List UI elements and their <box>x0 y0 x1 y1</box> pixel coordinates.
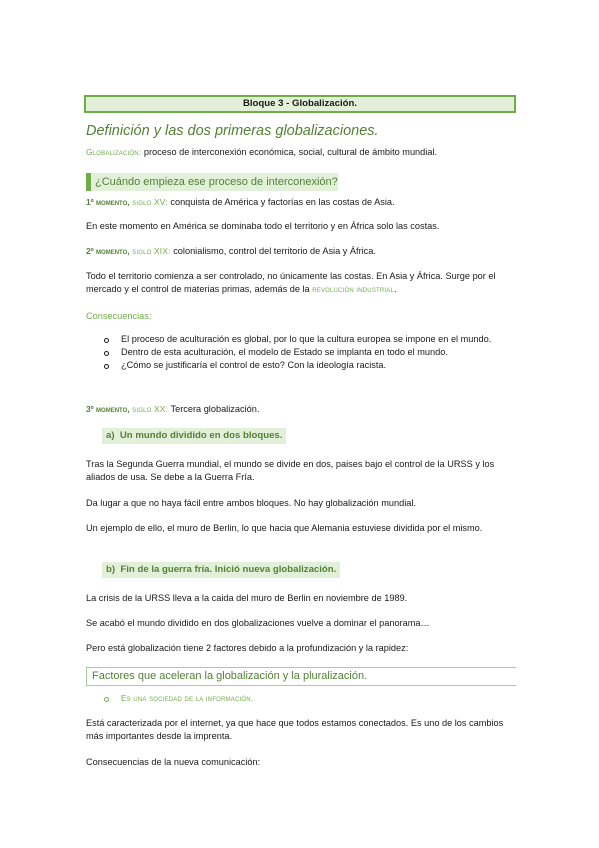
section-heading-when: ¿Cuándo empieza ese proceso de interconexión? <box>86 173 338 191</box>
bullet-icon <box>104 697 109 702</box>
definition-paragraph <box>86 146 516 159</box>
paragraph-communication: Consecuencias de la nueva comunicación: <box>86 757 261 767</box>
industrial-revolution-term: revolución industrial <box>312 285 395 295</box>
section-heading-factors-text: Factores que aceleran la globalización y la pluralización. <box>92 670 368 682</box>
moment-3-century: siglo XX: <box>132 404 169 414</box>
paragraph-territory-text: Todo el territorio comienza a ser controlado, no únicamente las costas. En Asia y África. Surge por el mercado y el control de materias primas, además de la <box>86 271 496 295</box>
list-item-text: Es una sociedad de la información. <box>121 694 254 703</box>
moment-2-text: colonialismo, control del territorio de Asia y África. <box>170 246 376 256</box>
subheading-b-text: Fin de la guerra fría. Inició nueva globalización. <box>120 564 337 575</box>
moment-3-text: Tercera globalización. <box>168 404 260 414</box>
section-heading-factors <box>86 667 516 686</box>
bullet-icon <box>104 351 109 356</box>
list-item <box>104 346 516 359</box>
moment-1-label: 1º momento, <box>86 197 130 207</box>
consequences-list <box>104 333 516 372</box>
list-item-text: El proceso de aculturación es global, por lo que la cultura europea se impone en el mundo. <box>121 334 492 344</box>
moment-1-paragraph <box>86 196 516 209</box>
subheading-b <box>102 562 340 578</box>
paragraph-berlin-wall: Un ejemplo de ello, el muro de Berlin, lo que hacia que Alemania estuviese dividida por el mismo. <box>86 523 483 533</box>
list-item-text: Dentro de esta aculturación, el modelo de Estado se implanta en todo el mundo. <box>121 347 448 358</box>
paragraph-urss-crisis: La crisis de la URSS lleva a la caida del muro de Berlin en noviembre de 1989. <box>86 593 408 603</box>
subheading-b-letter: b) <box>106 564 116 575</box>
definition-text: proceso de interconexión económica, social, cultural de ámbito mundial. <box>141 147 438 157</box>
moment-2-century: siglo XIX: <box>132 246 171 256</box>
paragraph-two-factors: Pero está globalización tiene 2 factores debido a la profundización y la rapidez: <box>86 643 409 653</box>
bullet-icon <box>104 364 109 369</box>
paragraph-cold-war: Tras la Segunda Guerra mundial, el mundo se divide en dos, paises bajo el control de la URSS y los aliados de usa. Se debe a la Guerra Fría. <box>86 459 495 483</box>
moment-3-label: 3º momento, <box>86 404 130 414</box>
paragraph-divided-world: Se acabó el mundo dividido en dos globalizaciones vuelve a dominar el panorama… <box>86 618 430 628</box>
moment-1-century: siglo XV: <box>132 197 168 207</box>
moment-2-label: 2º momento, <box>86 246 130 256</box>
paragraph-america: En este momento en América se dominaba todo el territorio y en África solo las costas. <box>86 221 440 231</box>
subheading-a <box>102 428 286 444</box>
heading-bar <box>86 667 87 686</box>
paragraph-territory-end: . <box>394 284 397 295</box>
paragraph-blocks: Da lugar a que no haya fácil entre ambos bloques. No hay globalización mundial. <box>86 498 416 508</box>
list-item-text: ¿Cómo se justificaría el control de esto? Con la ideología racista. <box>121 360 387 371</box>
main-heading: Definición y las dos primeras globalizaciones. <box>86 123 379 139</box>
list-item <box>104 359 516 372</box>
subheading-a-text: Un mundo dividido en dos bloques. <box>119 430 283 441</box>
paragraph-internet: Está caracterizada por el internet, ya que hace que todos estamos conectados. Es uno de los cambios más importantes desde la imprenta. <box>86 718 504 742</box>
definition-term: Globalización: <box>86 147 142 157</box>
moment-2-paragraph <box>86 245 516 258</box>
factors-list <box>104 692 516 705</box>
list-item <box>104 333 516 346</box>
moment-1-text: conquista de América y factorías en las costas de Asia. <box>167 197 395 207</box>
subheading-a-letter: a) <box>106 430 115 441</box>
paragraph-territory <box>86 270 516 296</box>
consequences-label: Consecuencias: <box>86 311 152 321</box>
document-title: Bloque 3 - Globalización. <box>84 95 516 113</box>
moment-3-paragraph <box>86 403 516 416</box>
bullet-icon <box>104 338 109 343</box>
list-item <box>104 692 516 705</box>
